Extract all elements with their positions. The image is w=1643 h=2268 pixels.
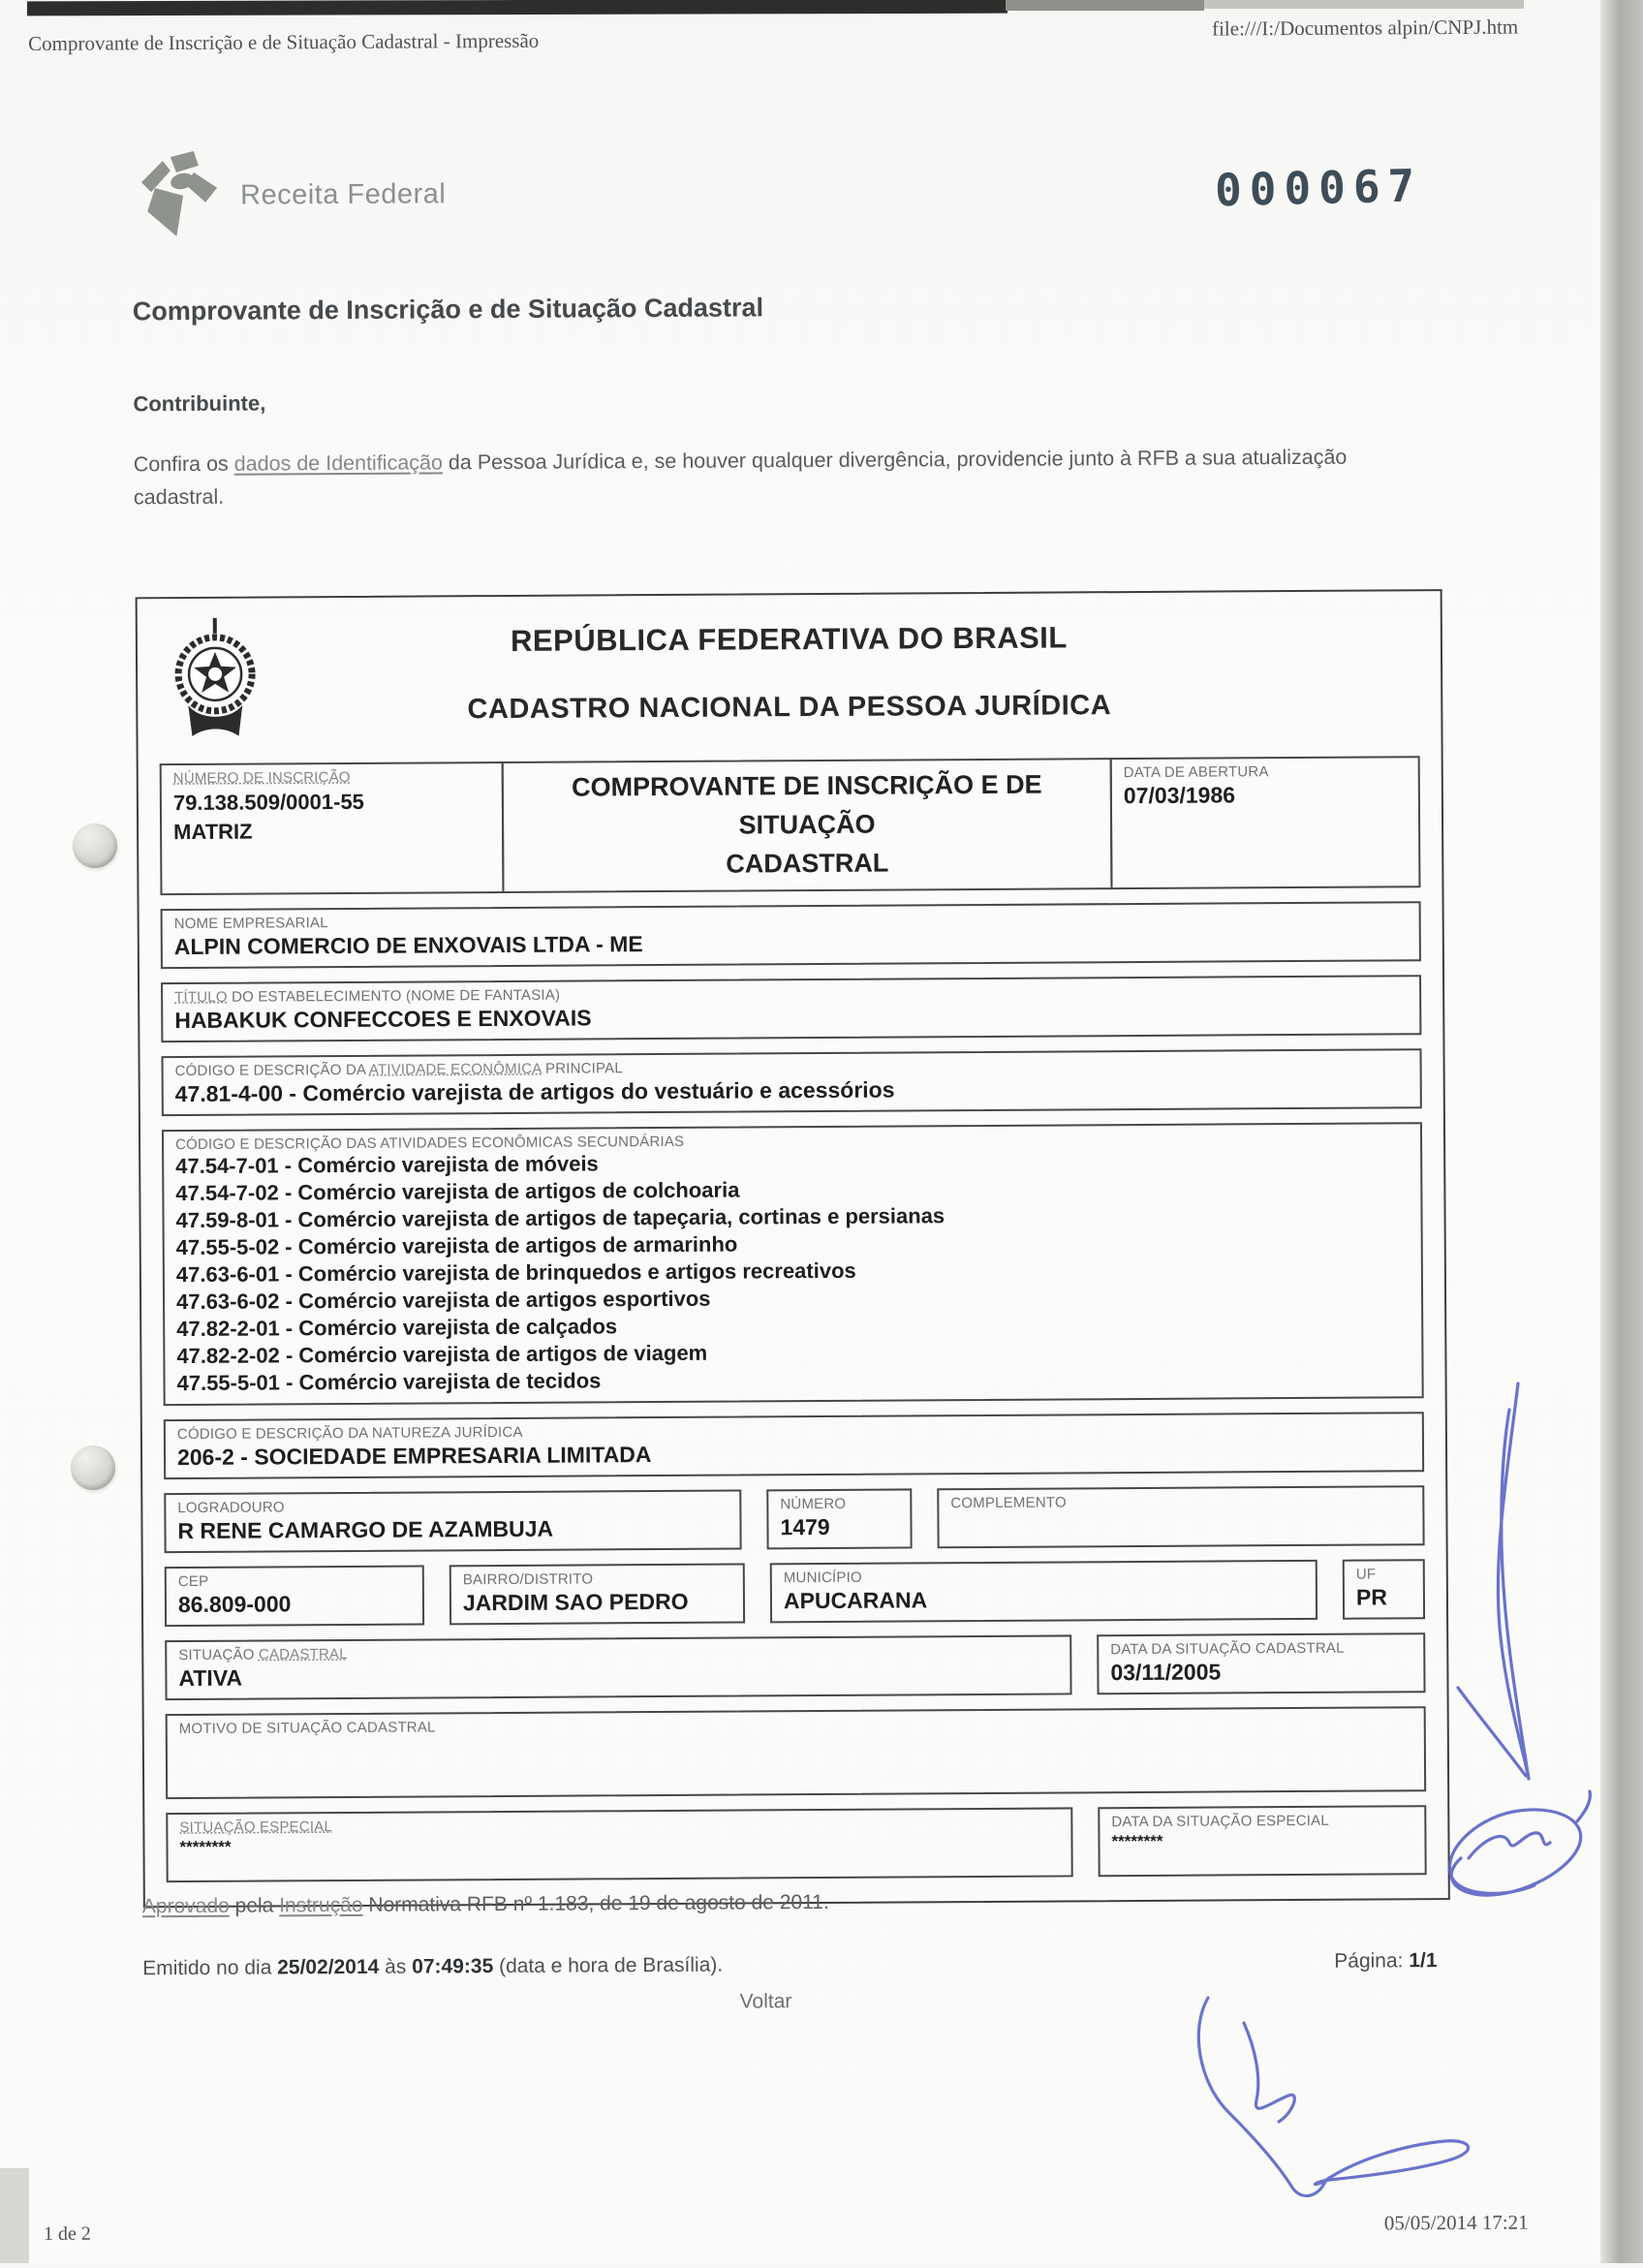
emitted-line (142, 1954, 723, 1981)
cnpj-certificate (136, 589, 1450, 1908)
dados-de-identificacao-link[interactable]: dados de Identificação (233, 450, 443, 476)
emitted-suffix: (data e hora de Brasília). (493, 1953, 724, 1978)
municipio-label: MUNICÍPIO (783, 1569, 862, 1587)
intro-paragraph (134, 440, 1432, 513)
atividades-secundarias-label: CÓDIGO E DESCRIÇÃO DAS ATIVIDADES ECONÔMICAS SECUNDÁRIAS (175, 1133, 685, 1154)
receita-federal-logo-text: Receita Federal (239, 177, 447, 211)
doc-title-line1: COMPROVANTE DE INSCRIÇÃO E DE SITUAÇÃO (571, 769, 1042, 840)
natureza-label: CÓDIGO E DESCRIÇÃO DA NATUREZA JURÍDICA (176, 1423, 523, 1444)
field-atividades-secundarias (162, 1122, 1424, 1406)
row-atividades-secundarias (162, 1122, 1424, 1406)
field-natureza-juridica (164, 1412, 1424, 1479)
receita-federal-logo-icon (138, 149, 228, 243)
field-municipio (770, 1560, 1318, 1623)
certificate-title-line1: REPÚBLICA FEDERATIVA DO BRASIL (510, 620, 1068, 658)
intro-text: da Pessoa Jurídica e, se houver qualquer divergência, providencie junto à RFB a sua atualização cadastral. (133, 445, 1348, 510)
logradouro-value: R RENE CAMARGO DE AZAMBUJA (177, 1515, 554, 1544)
approval-text: pela (229, 1894, 280, 1917)
numero-inscricao-value: 79.138.509/0001-55 (172, 789, 364, 816)
field-nome-empresarial (161, 901, 1421, 969)
uf-value: PR (1355, 1584, 1387, 1610)
secondary-activity-item: 47.55-5-02 - Comércio varejista de artigos de armarinho (175, 1231, 738, 1260)
field-numero (766, 1488, 912, 1549)
atividade-principal-value: 47.81-4-00 - Comércio varejista de artigos do vestuário e acessórios (174, 1076, 895, 1107)
field-doc-title (502, 758, 1113, 893)
logradouro-label: LOGRADOURO (177, 1499, 285, 1517)
approval-line (142, 1891, 829, 1918)
page-label: Página: (1334, 1949, 1410, 1973)
secondary-activity-item: 47.63-6-01 - Comércio varejista de brinquedos e artigos recreativos (175, 1258, 856, 1288)
bairro-value: JARDIM SAO PEDRO (462, 1588, 689, 1616)
ativ-principal-label-link: ATIVIDADE ECONÔMICA (368, 1060, 542, 1078)
situacao-especial-label: SITUAÇÃO ESPECIAL (179, 1818, 333, 1837)
field-data-situacao-especial (1098, 1805, 1426, 1877)
page-title: Comprovante de Inscrição e de Situação Cadastral (132, 293, 764, 326)
field-situacao-cadastral (165, 1634, 1071, 1700)
field-cep (165, 1566, 424, 1628)
instrucao-link[interactable]: Instrução (279, 1893, 363, 1917)
data-situacao-especial-value: ******** (1111, 1831, 1163, 1851)
certificate-header (159, 608, 1420, 754)
secondary-activity-item: 47.82-2-02 - Comércio varejista de artigos de viagem (176, 1340, 708, 1369)
row-inscription (160, 756, 1421, 895)
secondary-activity-item: 47.82-2-01 - Comércio varejista de calçados (176, 1314, 618, 1342)
ativ-principal-label-pre: CÓDIGO E DESCRIÇÃO DA (174, 1061, 369, 1080)
nome-empresarial-label: NOME EMPRESARIAL (173, 915, 328, 933)
emitted-prefix: Emitido no dia (142, 1956, 278, 1980)
field-data-abertura (1110, 756, 1421, 889)
doc-title-line2: CADASTRAL (726, 848, 889, 879)
approval-text-rest: Normativa RFB nº 1.183, de 19 de agosto de 2011. (362, 1890, 829, 1916)
titulo-value: HABAKUK CONFECCOES E ENXOVAIS (174, 1005, 592, 1034)
situacao-label-link: CADASTRAL (258, 1645, 348, 1663)
row-endereco (164, 1485, 1424, 1553)
matriz-value: MATRIZ (173, 819, 253, 845)
coat-of-arms-icon (170, 618, 261, 753)
voltar-link[interactable]: Voltar (739, 1990, 792, 2013)
page-indicator (1334, 1949, 1437, 1973)
page-value: 1/1 (1409, 1949, 1438, 1973)
back-link-container (5, 1986, 1526, 2019)
field-logradouro (164, 1490, 741, 1554)
field-situacao-especial (166, 1807, 1072, 1882)
field-data-situacao (1097, 1632, 1425, 1694)
secondary-activity-item: 47.63-6-02 - Comércio varejista de artigos esportivos (175, 1286, 711, 1315)
secondary-activity-item: 47.54-7-02 - Comércio varejista de artigos de colchoaria (175, 1177, 740, 1206)
field-complemento (937, 1485, 1424, 1548)
complemento-label: COMPLEMENTO (950, 1494, 1067, 1512)
salutation-text: Contribuinte, (133, 390, 266, 417)
row-situacao (165, 1632, 1425, 1700)
field-bairro (450, 1563, 745, 1625)
row-nome-empresarial (161, 901, 1421, 969)
emitted-time: 07:49:35 (412, 1955, 494, 1978)
row-atividade-principal (162, 1048, 1422, 1116)
row-cep (165, 1559, 1425, 1627)
row-motivo (166, 1706, 1427, 1799)
secondary-activity-item: 47.59-8-01 - Comércio varejista de artigos de tapeçaria, cortinas e persianas (175, 1203, 946, 1233)
row-situacao-especial (166, 1805, 1426, 1882)
secondary-activity-item: 47.54-7-01 - Comércio varejista de móveis (175, 1151, 599, 1179)
data-situacao-especial-label: DATA DA SITUAÇÃO ESPECIAL (1111, 1812, 1329, 1831)
municipio-value: APUCARANA (783, 1587, 928, 1614)
emitted-mid: às (379, 1955, 413, 1978)
data-abertura-value: 07/03/1986 (1123, 782, 1236, 809)
uf-label: UF (1355, 1566, 1377, 1583)
situacao-cadastral-value: ATIVA (178, 1664, 243, 1692)
aprovado-link[interactable]: Aprovado (141, 1894, 230, 1918)
intro-text: Confira os (133, 451, 234, 477)
data-abertura-label: DATA DE ABERTURA (1123, 763, 1269, 782)
print-footer-datetime: 05/05/2014 17:21 (1383, 2210, 1529, 2235)
field-titulo-estabelecimento (161, 975, 1421, 1042)
print-header-title: Comprovante de Inscrição e de Situação Cadastral - Impressão (28, 28, 540, 55)
page-number-stamp: 000067 (1214, 159, 1423, 217)
secondary-activity-item: 47.55-5-01 - Comércio varejista de tecidos (176, 1368, 602, 1396)
receita-federal-logo (138, 147, 447, 242)
emitted-date: 25/02/2014 (277, 1955, 380, 1979)
certificate-title-line2: CADASTRO NACIONAL DA PESSOA JURÍDICA (467, 690, 1112, 726)
situacao-label-pre: SITUAÇÃO (178, 1646, 259, 1664)
field-uf (1343, 1559, 1425, 1620)
field-motivo-situacao (166, 1706, 1427, 1799)
natureza-value: 206-2 - SOCIEDADE EMPRESARIA LIMITADA (176, 1442, 652, 1471)
data-situacao-value: 03/11/2005 (1110, 1659, 1222, 1686)
motivo-label: MOTIVO DE SITUAÇÃO CADASTRAL (178, 1719, 436, 1738)
field-numero-inscricao (160, 761, 505, 895)
numero-inscricao-label: NÚMERO DE INSCRIÇÃO (172, 768, 351, 788)
numero-value: 1479 (780, 1513, 830, 1540)
titulo-label-rest: DO ESTABELECIMENTO (NOME DE FANTASIA) (227, 986, 561, 1006)
ativ-principal-label-post: PRINCIPAL (541, 1060, 623, 1077)
row-natureza-juridica (164, 1412, 1424, 1479)
bairro-label: BAIRRO/DISTRITO (462, 1570, 594, 1589)
cep-label: CEP (177, 1572, 209, 1591)
situacao-especial-value: ******** (179, 1837, 232, 1857)
print-footer-page: 1 de 2 (43, 2222, 91, 2245)
field-atividade-principal (162, 1048, 1422, 1116)
numero-label: NÚMERO (780, 1495, 847, 1513)
cep-value: 86.809-000 (177, 1591, 292, 1618)
row-titulo (161, 975, 1421, 1042)
data-situacao-label: DATA DA SITUAÇÃO CADASTRAL (1110, 1639, 1345, 1659)
print-header-url: file:///I:/Documentos alpin/CNPJ.htm (1211, 15, 1519, 41)
nome-empresarial-value: ALPIN COMERCIO DE ENXOVAIS LTDA - ME (173, 931, 643, 960)
titulo-label-link: TÍTULO (174, 988, 228, 1007)
